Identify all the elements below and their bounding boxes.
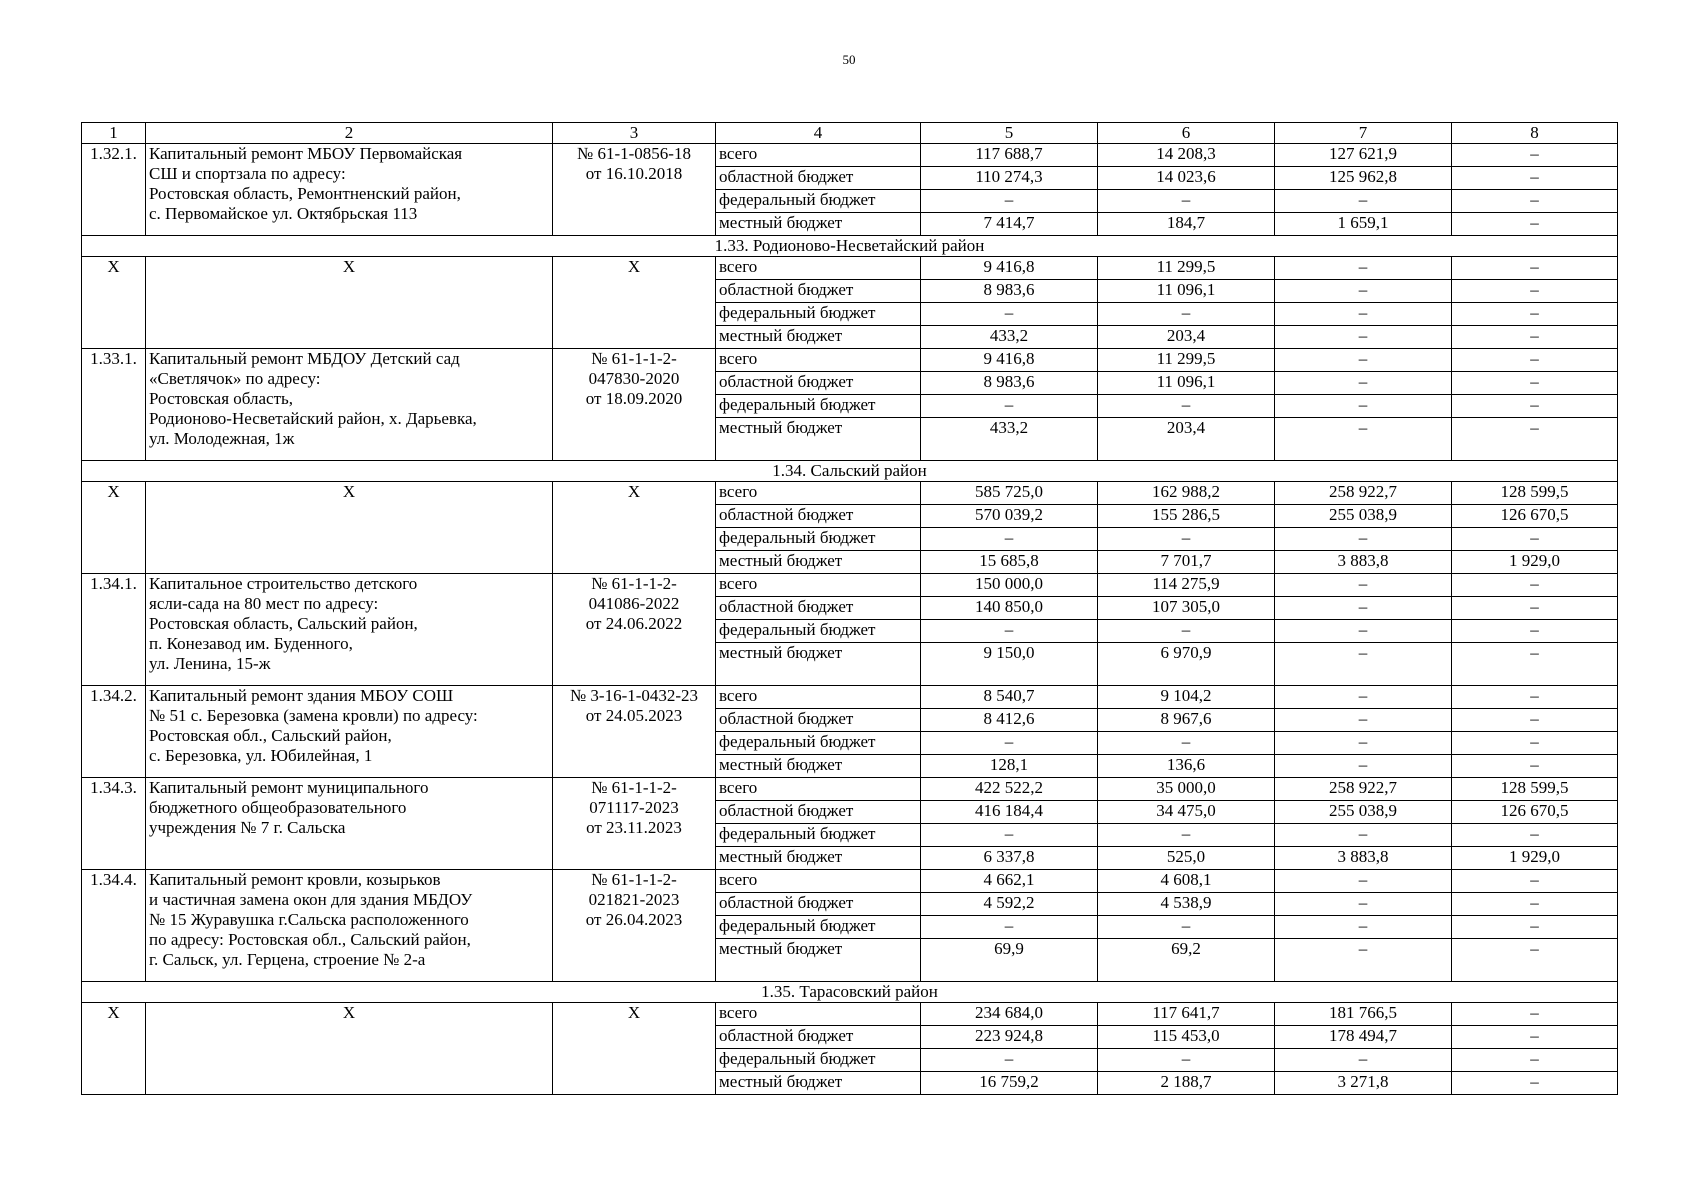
table-row bbox=[82, 144, 1618, 167]
value-cell: – bbox=[1452, 893, 1618, 916]
value-cell: – bbox=[1452, 372, 1618, 395]
item-document bbox=[553, 870, 716, 982]
value-cell: 128 599,5 bbox=[1452, 482, 1618, 505]
value-cell: – bbox=[1452, 732, 1618, 755]
item-name-line: с. Березовка, ул. Юбилейная, 1 bbox=[149, 746, 373, 765]
value-cell: – bbox=[1275, 732, 1452, 755]
budget-label: местный бюджет bbox=[716, 1072, 921, 1095]
item-name-line: с. Первомайское ул. Октябрьская 113 bbox=[149, 204, 418, 223]
value-cell: – bbox=[921, 824, 1098, 847]
budget-label: федеральный бюджет bbox=[716, 528, 921, 551]
budget-table bbox=[81, 122, 1618, 1095]
budget-label: всего bbox=[716, 574, 921, 597]
value-cell: 155 286,5 bbox=[1098, 505, 1275, 528]
item-number: 1.33.1. bbox=[82, 349, 146, 461]
item-name-line: Ростовская область, Ремонтненский район, bbox=[149, 184, 461, 203]
value-cell: 258 922,7 bbox=[1275, 778, 1452, 801]
section-row bbox=[82, 461, 1618, 482]
header-cell: 3 bbox=[553, 123, 716, 144]
value-cell: 69,2 bbox=[1098, 939, 1275, 982]
value-cell: – bbox=[1275, 643, 1452, 686]
value-cell: 9 416,8 bbox=[921, 257, 1098, 280]
value-cell: – bbox=[1452, 528, 1618, 551]
value-cell: 422 522,2 bbox=[921, 778, 1098, 801]
budget-label: всего bbox=[716, 870, 921, 893]
budget-label: областной бюджет bbox=[716, 372, 921, 395]
value-cell: 11 299,5 bbox=[1098, 257, 1275, 280]
item-name-line: № 15 Журавушка г.Сальска расположенного bbox=[149, 910, 469, 929]
item-document-line: № 61-1-1-2- bbox=[591, 349, 677, 368]
item-document-line: от 18.09.2020 bbox=[585, 389, 683, 408]
value-cell: – bbox=[1452, 190, 1618, 213]
header-cell: 7 bbox=[1275, 123, 1452, 144]
budget-label: всего bbox=[716, 144, 921, 167]
value-cell: – bbox=[1098, 395, 1275, 418]
value-cell: 255 038,9 bbox=[1275, 801, 1452, 824]
item-document bbox=[553, 686, 716, 778]
value-cell: 11 096,1 bbox=[1098, 280, 1275, 303]
value-cell: 234 684,0 bbox=[921, 1003, 1098, 1026]
value-cell: – bbox=[1275, 939, 1452, 982]
value-cell: 203,4 bbox=[1098, 326, 1275, 349]
header-cell: 4 bbox=[716, 123, 921, 144]
item-document-line: 071117-2023 bbox=[589, 798, 679, 817]
value-cell: 4 538,9 bbox=[1098, 893, 1275, 916]
budget-label: федеральный бюджет bbox=[716, 916, 921, 939]
table-row bbox=[82, 1003, 1618, 1026]
item-number: Х bbox=[82, 257, 146, 349]
item-name-line: Капитальный ремонт здания МБОУ СОШ bbox=[149, 686, 454, 705]
value-cell: 1 929,0 bbox=[1452, 551, 1618, 574]
value-cell: – bbox=[1275, 418, 1452, 461]
value-cell: – bbox=[1452, 755, 1618, 778]
value-cell: – bbox=[1275, 916, 1452, 939]
item-document-line: от 24.06.2022 bbox=[585, 614, 683, 633]
value-cell: 7 701,7 bbox=[1098, 551, 1275, 574]
table-row bbox=[82, 686, 1618, 709]
value-cell: – bbox=[1275, 190, 1452, 213]
value-cell: 433,2 bbox=[921, 418, 1098, 461]
budget-label: местный бюджет bbox=[716, 551, 921, 574]
table-header-row bbox=[82, 123, 1618, 144]
item-name-line: бюджетного общеобразовательного bbox=[149, 798, 407, 817]
value-cell: – bbox=[1452, 280, 1618, 303]
item-name-line: Капитальное строительство детского bbox=[149, 574, 418, 593]
value-cell: 114 275,9 bbox=[1098, 574, 1275, 597]
table-row bbox=[82, 778, 1618, 801]
budget-label: областной бюджет bbox=[716, 167, 921, 190]
value-cell: – bbox=[1275, 372, 1452, 395]
value-cell: 9 104,2 bbox=[1098, 686, 1275, 709]
value-cell: 126 670,5 bbox=[1452, 505, 1618, 528]
value-cell: 1 659,1 bbox=[1275, 213, 1452, 236]
value-cell: 136,6 bbox=[1098, 755, 1275, 778]
item-document bbox=[553, 349, 716, 461]
item-name-line: ул. Ленина, 15-ж bbox=[149, 654, 271, 673]
value-cell: 6 337,8 bbox=[921, 847, 1098, 870]
value-cell: – bbox=[921, 1049, 1098, 1072]
item-name-line: Капитальный ремонт МБДОУ Детский сад bbox=[149, 349, 460, 368]
item-document-line: Х bbox=[627, 1003, 641, 1022]
value-cell: 15 685,8 bbox=[921, 551, 1098, 574]
item-name bbox=[146, 144, 553, 236]
budget-label: областной бюджет bbox=[716, 505, 921, 528]
item-document bbox=[553, 144, 716, 236]
value-cell: – bbox=[1452, 144, 1618, 167]
item-document-line: от 24.05.2023 bbox=[585, 706, 683, 725]
budget-label: местный бюджет bbox=[716, 939, 921, 982]
item-number: Х bbox=[82, 1003, 146, 1095]
item-name-line: Капитальный ремонт кровли, козырьков bbox=[149, 870, 441, 889]
item-document-line: Х bbox=[627, 482, 641, 501]
value-cell: 115 453,0 bbox=[1098, 1026, 1275, 1049]
item-number: 1.34.3. bbox=[82, 778, 146, 870]
budget-label: областной бюджет bbox=[716, 1026, 921, 1049]
budget-label: всего bbox=[716, 778, 921, 801]
item-name-line: Ростовская область, Сальский район, bbox=[149, 614, 418, 633]
value-cell: 110 274,3 bbox=[921, 167, 1098, 190]
table-row bbox=[82, 574, 1618, 597]
item-document bbox=[553, 482, 716, 574]
budget-label: областной бюджет bbox=[716, 893, 921, 916]
budget-label: всего bbox=[716, 257, 921, 280]
value-cell: – bbox=[1098, 190, 1275, 213]
value-cell: 8 967,6 bbox=[1098, 709, 1275, 732]
table-row bbox=[82, 257, 1618, 280]
item-name-line: Ростовская обл., Сальский район, bbox=[149, 726, 392, 745]
value-cell: 585 725,0 bbox=[921, 482, 1098, 505]
value-cell: 433,2 bbox=[921, 326, 1098, 349]
value-cell: – bbox=[921, 303, 1098, 326]
value-cell: 34 475,0 bbox=[1098, 801, 1275, 824]
table-row bbox=[82, 482, 1618, 505]
value-cell: 126 670,5 bbox=[1452, 801, 1618, 824]
value-cell: 4 592,2 bbox=[921, 893, 1098, 916]
value-cell: – bbox=[921, 190, 1098, 213]
budget-label: федеральный бюджет bbox=[716, 620, 921, 643]
value-cell: – bbox=[921, 916, 1098, 939]
value-cell: – bbox=[1452, 939, 1618, 982]
item-number: 1.34.4. bbox=[82, 870, 146, 982]
value-cell: 7 414,7 bbox=[921, 213, 1098, 236]
budget-label: местный бюджет bbox=[716, 643, 921, 686]
value-cell: – bbox=[1275, 395, 1452, 418]
item-name-line: и частичная замена окон для здания МБДОУ bbox=[149, 890, 473, 909]
value-cell: – bbox=[1452, 686, 1618, 709]
table-row bbox=[82, 349, 1618, 372]
item-name-line: Ростовская область, bbox=[149, 389, 294, 408]
item-number: 1.34.2. bbox=[82, 686, 146, 778]
value-cell: 2 188,7 bbox=[1098, 1072, 1275, 1095]
budget-label: местный бюджет bbox=[716, 755, 921, 778]
item-name-line: г. Сальск, ул. Герцена, строение № 2-а bbox=[149, 950, 426, 969]
value-cell: – bbox=[1452, 167, 1618, 190]
value-cell: 570 039,2 bbox=[921, 505, 1098, 528]
budget-label: федеральный бюджет bbox=[716, 395, 921, 418]
value-cell: 11 299,5 bbox=[1098, 349, 1275, 372]
value-cell: – bbox=[1275, 1049, 1452, 1072]
item-document-line: от 16.10.2018 bbox=[585, 164, 683, 183]
value-cell: 128 599,5 bbox=[1452, 778, 1618, 801]
value-cell: – bbox=[1275, 824, 1452, 847]
value-cell: 162 988,2 bbox=[1098, 482, 1275, 505]
budget-label: областной бюджет bbox=[716, 709, 921, 732]
value-cell: – bbox=[1275, 755, 1452, 778]
section-row bbox=[82, 236, 1618, 257]
item-name-line: Х bbox=[342, 482, 356, 501]
item-name bbox=[146, 778, 553, 870]
value-cell: 6 970,9 bbox=[1098, 643, 1275, 686]
value-cell: – bbox=[1275, 597, 1452, 620]
value-cell: 127 621,9 bbox=[1275, 144, 1452, 167]
value-cell: – bbox=[1452, 597, 1618, 620]
value-cell: – bbox=[1452, 1072, 1618, 1095]
value-cell: – bbox=[1452, 257, 1618, 280]
item-document bbox=[553, 574, 716, 686]
value-cell: – bbox=[1452, 395, 1618, 418]
value-cell: – bbox=[1275, 709, 1452, 732]
table-row bbox=[82, 870, 1618, 893]
value-cell: 35 000,0 bbox=[1098, 778, 1275, 801]
item-document-line: № 61-1-1-2- bbox=[591, 574, 677, 593]
value-cell: – bbox=[1275, 280, 1452, 303]
budget-label: федеральный бюджет bbox=[716, 303, 921, 326]
item-name bbox=[146, 574, 553, 686]
value-cell: – bbox=[1275, 257, 1452, 280]
budget-label: всего bbox=[716, 1003, 921, 1026]
value-cell: 1 929,0 bbox=[1452, 847, 1618, 870]
value-cell: – bbox=[1275, 528, 1452, 551]
value-cell: – bbox=[1452, 824, 1618, 847]
value-cell: 203,4 bbox=[1098, 418, 1275, 461]
item-name bbox=[146, 686, 553, 778]
value-cell: 416 184,4 bbox=[921, 801, 1098, 824]
value-cell: 14 208,3 bbox=[1098, 144, 1275, 167]
item-name-line: Капитальный ремонт МБОУ Первомайская bbox=[149, 144, 463, 163]
value-cell: 3 883,8 bbox=[1275, 551, 1452, 574]
value-cell: – bbox=[1275, 349, 1452, 372]
item-document-line: № 61-1-0856-18 bbox=[577, 144, 691, 163]
budget-label: областной бюджет bbox=[716, 597, 921, 620]
value-cell: 8 540,7 bbox=[921, 686, 1098, 709]
item-number: Х bbox=[82, 482, 146, 574]
value-cell: 16 759,2 bbox=[921, 1072, 1098, 1095]
header-cell: 8 bbox=[1452, 123, 1618, 144]
item-name-line: ясли-сада на 80 мест по адресу: bbox=[149, 594, 379, 613]
item-name bbox=[146, 870, 553, 982]
budget-label: местный бюджет bbox=[716, 213, 921, 236]
budget-label: всего bbox=[716, 482, 921, 505]
value-cell: – bbox=[1275, 686, 1452, 709]
budget-label: местный бюджет bbox=[716, 418, 921, 461]
section-title: 1.35. Тарасовский район bbox=[82, 982, 1618, 1003]
value-cell: – bbox=[1452, 418, 1618, 461]
value-cell: – bbox=[921, 528, 1098, 551]
budget-label: областной бюджет bbox=[716, 801, 921, 824]
item-number: 1.32.1. bbox=[82, 144, 146, 236]
value-cell: – bbox=[1452, 916, 1618, 939]
value-cell: – bbox=[1452, 213, 1618, 236]
value-cell: 8 983,6 bbox=[921, 280, 1098, 303]
value-cell: – bbox=[1452, 643, 1618, 686]
value-cell: 107 305,0 bbox=[1098, 597, 1275, 620]
budget-label: местный бюджет bbox=[716, 847, 921, 870]
value-cell: – bbox=[1452, 1026, 1618, 1049]
value-cell: – bbox=[1452, 349, 1618, 372]
value-cell: – bbox=[1275, 620, 1452, 643]
value-cell: – bbox=[1452, 326, 1618, 349]
item-document bbox=[553, 1003, 716, 1095]
value-cell: 258 922,7 bbox=[1275, 482, 1452, 505]
value-cell: – bbox=[1275, 893, 1452, 916]
item-document-line: № 61-1-1-2- bbox=[591, 870, 677, 889]
value-cell: 150 000,0 bbox=[921, 574, 1098, 597]
value-cell: 128,1 bbox=[921, 755, 1098, 778]
item-name-line: по адресу: Ростовская обл., Сальский район, bbox=[149, 930, 471, 949]
value-cell: – bbox=[1098, 916, 1275, 939]
budget-label: местный бюджет bbox=[716, 326, 921, 349]
value-cell: – bbox=[921, 732, 1098, 755]
budget-label: всего bbox=[716, 686, 921, 709]
value-cell: – bbox=[1452, 1049, 1618, 1072]
value-cell: – bbox=[921, 395, 1098, 418]
item-document-line: 041086-2022 bbox=[588, 594, 680, 613]
value-cell: – bbox=[1452, 620, 1618, 643]
value-cell: 3 883,8 bbox=[1275, 847, 1452, 870]
value-cell: – bbox=[1098, 620, 1275, 643]
item-name-line: Родионово-Несветайский район, х. Дарьевка, bbox=[149, 409, 477, 428]
budget-label: федеральный бюджет bbox=[716, 732, 921, 755]
value-cell: 184,7 bbox=[1098, 213, 1275, 236]
item-document bbox=[553, 257, 716, 349]
value-cell: 525,0 bbox=[1098, 847, 1275, 870]
section-title: 1.34. Сальский район bbox=[82, 461, 1618, 482]
item-document-line: 047830-2020 bbox=[588, 369, 680, 388]
budget-label: всего bbox=[716, 349, 921, 372]
value-cell: 69,9 bbox=[921, 939, 1098, 982]
value-cell: – bbox=[1275, 326, 1452, 349]
item-name-line: СШ и спортзала по адресу: bbox=[149, 164, 346, 183]
value-cell: – bbox=[1452, 870, 1618, 893]
value-cell: – bbox=[1098, 732, 1275, 755]
budget-label: федеральный бюджет bbox=[716, 824, 921, 847]
header-cell: 2 bbox=[146, 123, 553, 144]
value-cell: 140 850,0 bbox=[921, 597, 1098, 620]
value-cell: 117 641,7 bbox=[1098, 1003, 1275, 1026]
item-name-line: Х bbox=[342, 257, 356, 276]
section-title: 1.33. Родионово-Несветайский район bbox=[82, 236, 1618, 257]
item-document bbox=[553, 778, 716, 870]
item-name-line: № 51 с. Березовка (замена кровли) по адресу: bbox=[149, 706, 478, 725]
header-cell: 6 bbox=[1098, 123, 1275, 144]
item-document-line: от 26.04.2023 bbox=[585, 910, 683, 929]
item-name bbox=[146, 349, 553, 461]
item-document-line: № 3-16-1-0432-23 bbox=[569, 686, 699, 705]
value-cell: – bbox=[1452, 574, 1618, 597]
value-cell: 8 412,6 bbox=[921, 709, 1098, 732]
value-cell: 4 662,1 bbox=[921, 870, 1098, 893]
value-cell: – bbox=[1098, 824, 1275, 847]
value-cell: 3 271,8 bbox=[1275, 1072, 1452, 1095]
value-cell: – bbox=[1452, 1003, 1618, 1026]
value-cell: – bbox=[1275, 303, 1452, 326]
item-name bbox=[146, 1003, 553, 1095]
item-document-line: от 23.11.2023 bbox=[586, 818, 682, 837]
value-cell: 11 096,1 bbox=[1098, 372, 1275, 395]
item-name bbox=[146, 482, 553, 574]
value-cell: 181 766,5 bbox=[1275, 1003, 1452, 1026]
table-body bbox=[82, 123, 1618, 1095]
item-name-line: Х bbox=[342, 1003, 356, 1022]
item-document-line: № 61-1-1-2- bbox=[591, 778, 677, 797]
budget-label: федеральный бюджет bbox=[716, 1049, 921, 1072]
budget-label: федеральный бюджет bbox=[716, 190, 921, 213]
value-cell: – bbox=[1275, 870, 1452, 893]
value-cell: – bbox=[1098, 1049, 1275, 1072]
value-cell: – bbox=[921, 620, 1098, 643]
item-number: 1.34.1. bbox=[82, 574, 146, 686]
value-cell: 9 150,0 bbox=[921, 643, 1098, 686]
value-cell: 255 038,9 bbox=[1275, 505, 1452, 528]
item-document-line: Х bbox=[627, 257, 641, 276]
section-row bbox=[82, 982, 1618, 1003]
value-cell: – bbox=[1275, 574, 1452, 597]
item-name-line: «Светлячок» по адресу: bbox=[149, 369, 321, 388]
value-cell: 4 608,1 bbox=[1098, 870, 1275, 893]
value-cell: 178 494,7 bbox=[1275, 1026, 1452, 1049]
value-cell: 9 416,8 bbox=[921, 349, 1098, 372]
budget-label: областной бюджет bbox=[716, 280, 921, 303]
value-cell: – bbox=[1098, 303, 1275, 326]
value-cell: 8 983,6 bbox=[921, 372, 1098, 395]
item-document-line: 021821-2023 bbox=[588, 890, 680, 909]
item-name-line: учреждения № 7 г. Сальска bbox=[149, 818, 346, 837]
item-name bbox=[146, 257, 553, 349]
value-cell: 14 023,6 bbox=[1098, 167, 1275, 190]
value-cell: 117 688,7 bbox=[921, 144, 1098, 167]
value-cell: 223 924,8 bbox=[921, 1026, 1098, 1049]
header-cell: 5 bbox=[921, 123, 1098, 144]
header-cell: 1 bbox=[82, 123, 146, 144]
page-number: 50 bbox=[842, 52, 856, 67]
item-name-line: Капитальный ремонт муниципального bbox=[149, 778, 429, 797]
value-cell: – bbox=[1452, 709, 1618, 732]
item-name-line: п. Конезавод им. Буденного, bbox=[149, 634, 353, 653]
value-cell: 125 962,8 bbox=[1275, 167, 1452, 190]
item-name-line: ул. Молодежная, 1ж bbox=[149, 429, 295, 448]
value-cell: – bbox=[1098, 528, 1275, 551]
value-cell: – bbox=[1452, 303, 1618, 326]
